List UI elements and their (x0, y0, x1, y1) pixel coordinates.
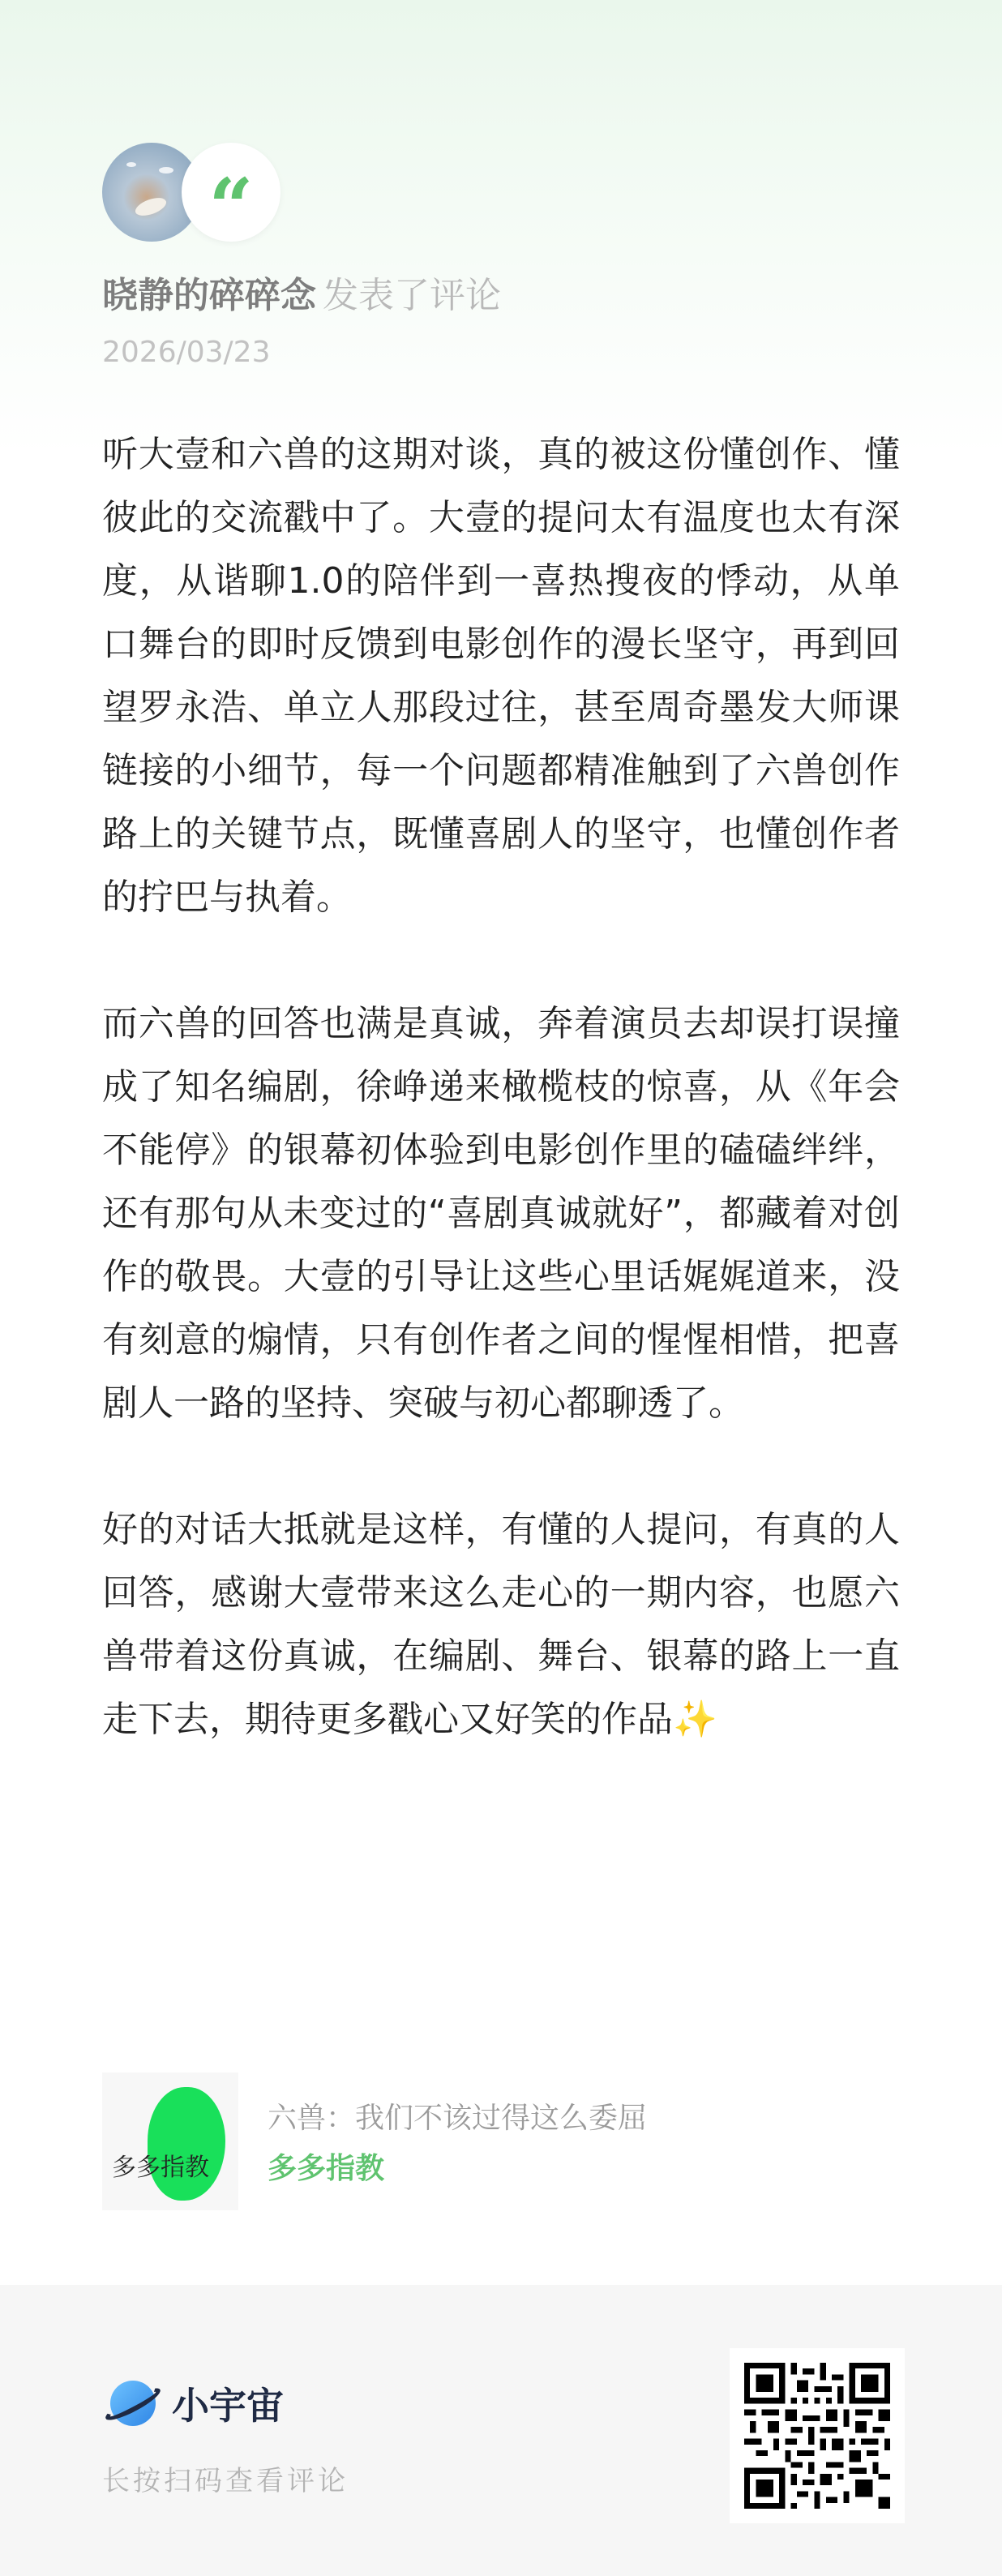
seagull-shape (133, 195, 169, 220)
quote-icon (182, 143, 280, 253)
avatar-group (102, 143, 280, 253)
scan-tip: 长按扫码查看评论 (102, 2465, 349, 2497)
footer (0, 2285, 1002, 2576)
episode-title: 六兽：我们不该过得这么委屈 (268, 2102, 648, 2135)
quote-mark: “ (208, 161, 254, 253)
brand (102, 2374, 284, 2432)
episode-podcast-name: 多多指教 (268, 2152, 385, 2185)
cover-green-blob (148, 2087, 225, 2201)
comment-paragraph: 听大壹和六兽的这期对谈，真的被这份懂创作、懂彼此的交流戳中了。大壹的提问太有温度也太有深度，从谐聊1.0的陪伴到一喜热搜夜的悸动，从单口舞台的即时反馈到电影创作的漫长坚守，再到回望罗永浩、单立人那段过往，甚至周奇墨发大师课链接的小细节，每一个问题都精准触到了六兽创作路上的关键节点，既懂喜剧人的坚守，也懂创作者的拧巴与执着。 (102, 434, 900, 918)
qr-code-icon[interactable] (730, 2348, 905, 2523)
planet-logo-icon (102, 2374, 161, 2432)
cover-title: 多多指教 (112, 2154, 209, 2182)
comment-paragraph: 好的对话大抵就是这样，有懂的人提问，有真的人回答，感谢大壹带来这么走心的一期内容，也愿六兽带着这份真诚，在编剧、舞台、银幕的路上一直走下去，期待更多戳心又好笑的作品✨ (102, 1509, 900, 1740)
comment-body (102, 423, 900, 1815)
seagull-shape (126, 162, 136, 167)
author-name[interactable]: 晓静的碎碎念 (102, 275, 316, 316)
post-date: 2026/03/23 (102, 336, 271, 369)
author-line (102, 266, 501, 318)
episode-card[interactable] (102, 2072, 900, 2210)
seagull-shape (159, 167, 173, 174)
author-action: 发表了评论 (323, 275, 501, 316)
brand-name: 小宇宙 (172, 2384, 284, 2428)
episode-cover (102, 2072, 238, 2210)
comment-paragraph: 而六兽的回答也满是真诚，奔着演员去却误打误撞成了知名编剧，徐峥递来橄榄枝的惊喜，从《年会不能停》的银幕初体验到电影创作里的磕磕绊绊，还有那句从未变过的“喜剧真诚就好”，都藏着对创作的敬畏。大壹的引导让这些心里话娓娓道来，没有刻意的煽情，只有创作者之间的惺惺相惜，把喜剧人一路的坚持、突破与初心都聊透了。 (102, 1003, 900, 1424)
